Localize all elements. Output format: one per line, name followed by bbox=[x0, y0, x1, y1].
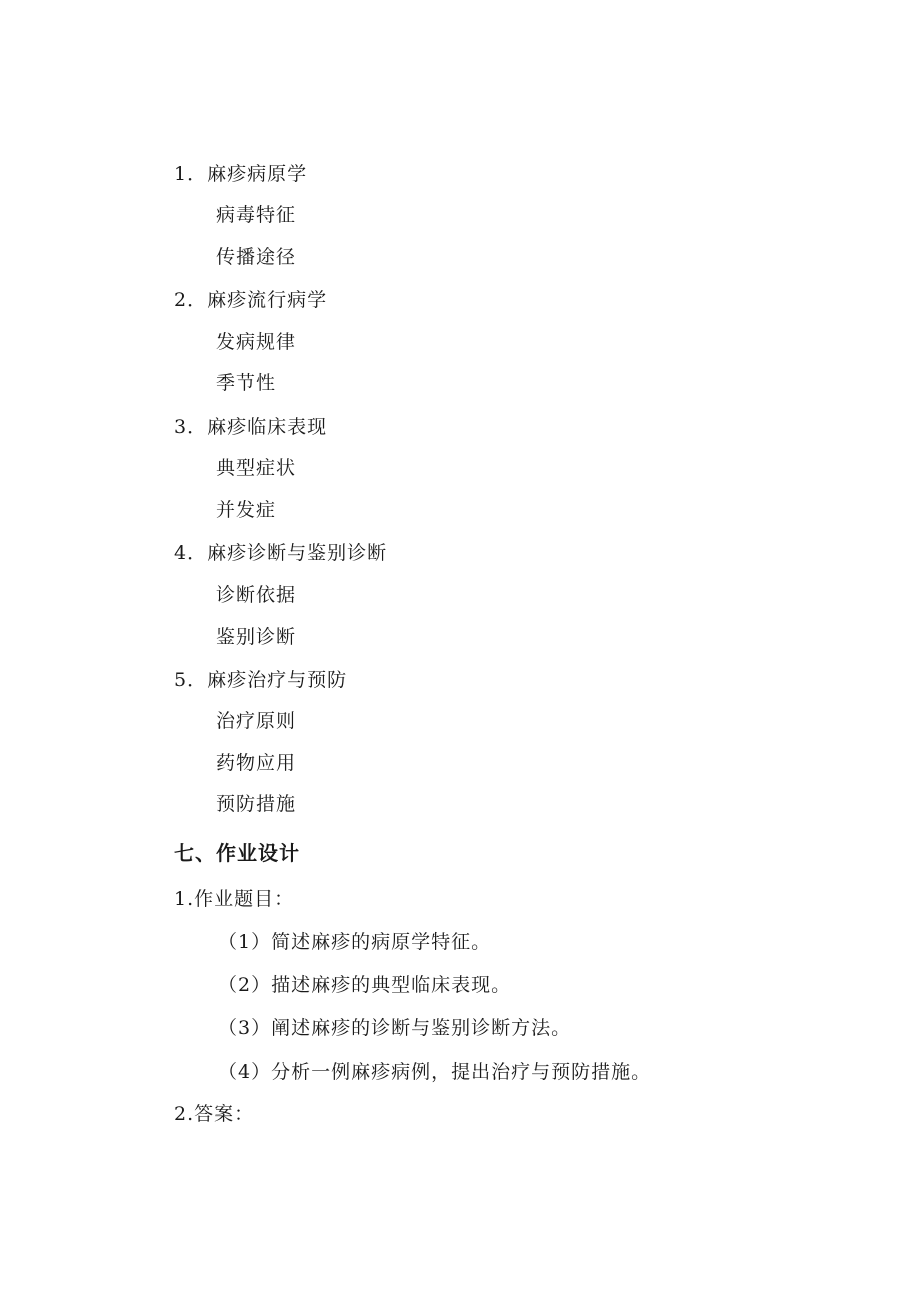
outline-item: 病毒特征 bbox=[216, 204, 297, 226]
homework-question: （3）阐述麻疹的诊断与鉴别诊断方法。 bbox=[218, 1017, 572, 1039]
answer-title: 2.答案： bbox=[174, 1103, 255, 1125]
outline-item: 药物应用 bbox=[216, 752, 297, 774]
outline-item: 预防措施 bbox=[216, 793, 297, 815]
section-heading: 七、作业设计 bbox=[174, 841, 300, 865]
outline-title-3: 3．麻疹临床表现 bbox=[174, 416, 328, 438]
outline-item: 鉴别诊断 bbox=[216, 626, 297, 648]
homework-question: （4）分析一例麻疹病例，提出治疗与预防措施。 bbox=[218, 1061, 652, 1083]
homework-question: （2）描述麻疹的典型临床表现。 bbox=[218, 974, 512, 996]
outline-item: 发病规律 bbox=[216, 331, 297, 353]
homework-question: （1）简述麻疹的病原学特征。 bbox=[218, 931, 492, 953]
outline-item: 传播途径 bbox=[216, 246, 297, 268]
outline-title-2: 2．麻疹流行病学 bbox=[174, 289, 328, 311]
outline-item: 典型症状 bbox=[216, 457, 297, 479]
outline-title-1: 1．麻疹病原学 bbox=[174, 163, 308, 185]
outline-item: 季节性 bbox=[216, 372, 277, 394]
outline-item: 治疗原则 bbox=[216, 710, 297, 732]
homework-title: 1.作业题目： bbox=[174, 888, 295, 910]
outline-title-5: 5．麻疹治疗与预防 bbox=[174, 669, 348, 691]
outline-title-4: 4．麻疹诊断与鉴别诊断 bbox=[174, 542, 388, 564]
outline-item: 诊断依据 bbox=[216, 584, 297, 606]
outline-item: 并发症 bbox=[216, 499, 277, 521]
